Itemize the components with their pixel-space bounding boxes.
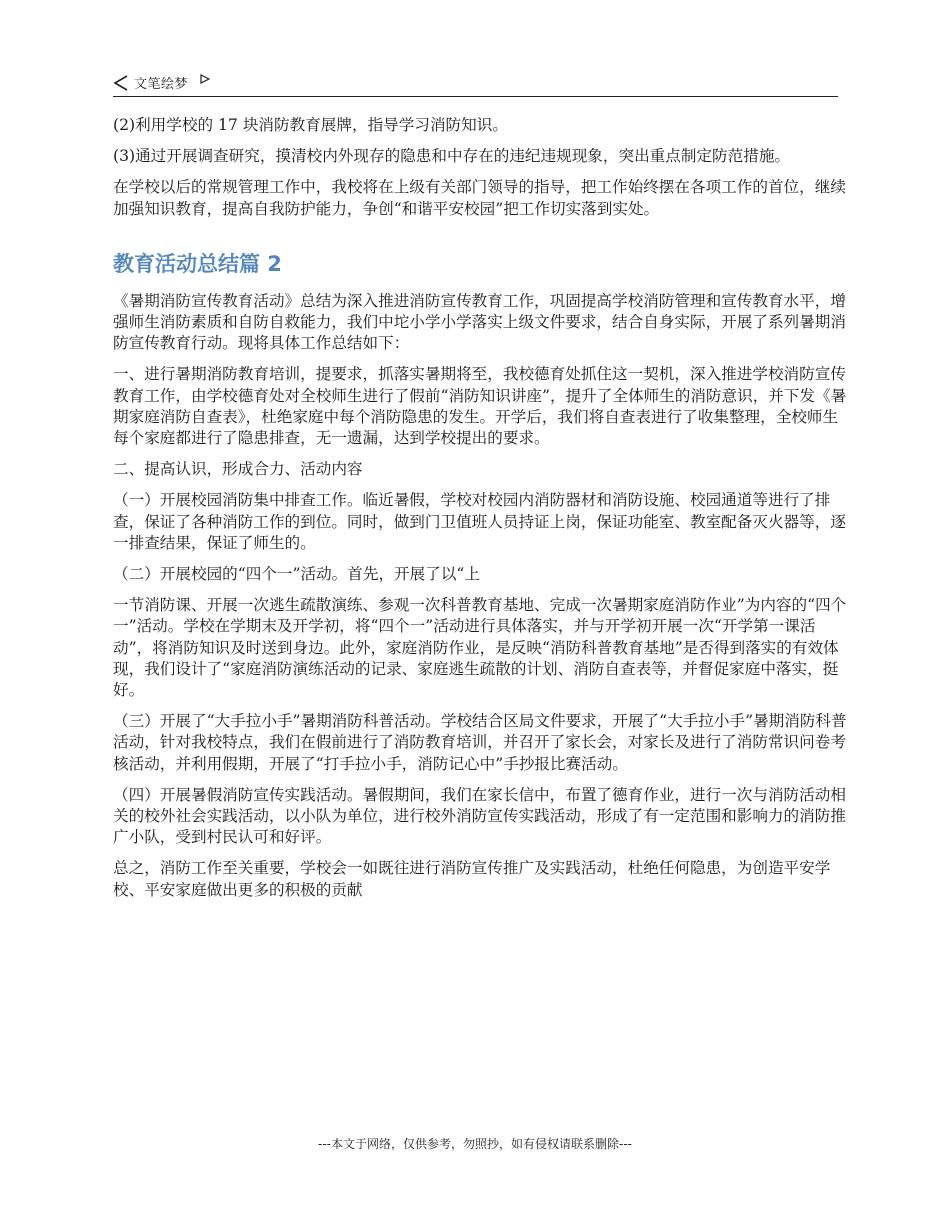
body-paragraph: 一、进行暑期消防教育培训，提要求，抓落实暑期将至，我校德育处抓住这一契机，深入推进学校消防宣传教育工作，由学校德育处对全校师生进行了假前“消防知识讲座”，提升了全体师生的消防意识，并下发《暑期家庭消防自查表》，杜绝家庭中每个消防隐患的发生。开学后，我们将自查表进行了收集整理，全校师生每个家庭都进行了隐患排查，无一遗漏，达到学校提出的要求。	[113, 365, 847, 448]
page-header	[113, 72, 838, 97]
body-paragraph: （二）开展校园的“四个一”活动。首先，开展了以“上	[113, 565, 480, 584]
document-body	[113, 115, 848, 911]
body-paragraph: （四）开展暑假消防宣传实践活动。暑假期间，我们在家长信中，布置了德育作业，进行一次与消防活动相关的校外社会实践活动，以小队为单位，进行校外消防宣传实践活动，形成了有一定范围和影响力的消防推广小队，受到村民认可和好评。	[113, 785, 846, 847]
intro-paragraph: (3)通过开展调查研究，摸清校内外现存的隐患和中存在的违纪违规现象，突出重点制定防范措施。	[113, 147, 791, 166]
body-paragraph: 一节消防课、开展一次逃生疏散演练、参观一次科普教育基地、完成一次暑期家庭消防作业”为内容的“四个一”活动。学校在学期末及开学初，将“四个一”活动进行具体落实，并与开学初开展一次“开学第一课活动”，将消防知识及时送到身边。此外，家庭消防作业，是反映“消防科普教育基地”是否得到落实的有效体现，我们设计了“家庭消防演练活动的记录、家庭逃生疏散的计划、消防自查表等，并督促家庭中落实，挺好。	[113, 596, 847, 700]
body-paragraph: 二、提高认识，形成合力、活动内容	[113, 460, 363, 479]
section-title: 教育活动总结篇 2	[113, 251, 282, 276]
header-brand: 文笔绘梦	[134, 77, 189, 92]
body-paragraph: （三）开展了“大手拉小手”暑期消防科普活动。学校结合区局文件要求，开展了“大手拉小手”暑期消防科普活动，针对我校特点，我们在假前进行了消防教育培训，并召开了家长会，对家长及进行了消防常识问卷考核活动，并利用假期，开展了“打手拉小手，消防记心中”手抄报比赛活动。	[113, 712, 847, 773]
triangle-left-outline-icon	[113, 75, 129, 91]
body-paragraph: （一）开展校园消防集中排查工作。临近暑假，学校对校园内消防器材和消防设施、校园通道等进行了排查，保证了各种消防工作的到位。同时，做到门卫值班人员持证上岗，保证功能室、教室配备灭火器等，逐一排查结果，保证了师生的。	[113, 491, 846, 552]
intro-paragraph: 在学校以后的常规管理工作中，我校将在上级有关部门领导的指导，把工作始终摆在各项工作的首位，继续加强知识教育，提高自我防护能力，争创“和谐平安校园”把工作切实落到实处。	[113, 178, 846, 218]
intro-paragraph: (2)利用学校的 17 块消防教育展牌，指导学习消防知识。	[113, 116, 508, 134]
triangle-right-outline-icon	[200, 74, 210, 84]
body-paragraph: 《暑期消防宣传教育活动》总结为深入推进消防宣传教育工作，巩固提高学校消防管理和宣传教育水平，增强师生消防素质和自防自救能力，我们中坨小学小学落实上级文件要求，结合自身实际，开展了系列暑期消防宣传教育行动。现将具体工作总结如下：	[113, 291, 846, 353]
body-paragraph: 总之，消防工作至关重要，学校会一如既往进行消防宣传推广及实践活动，杜绝任何隐患，为创造平安学校、平安家庭做出更多的积极的贡献	[113, 859, 831, 899]
footer-disclaimer: ---本文于网络，仅供参考，勿照抄，如有侵权请联系删除---	[318, 1137, 632, 1151]
